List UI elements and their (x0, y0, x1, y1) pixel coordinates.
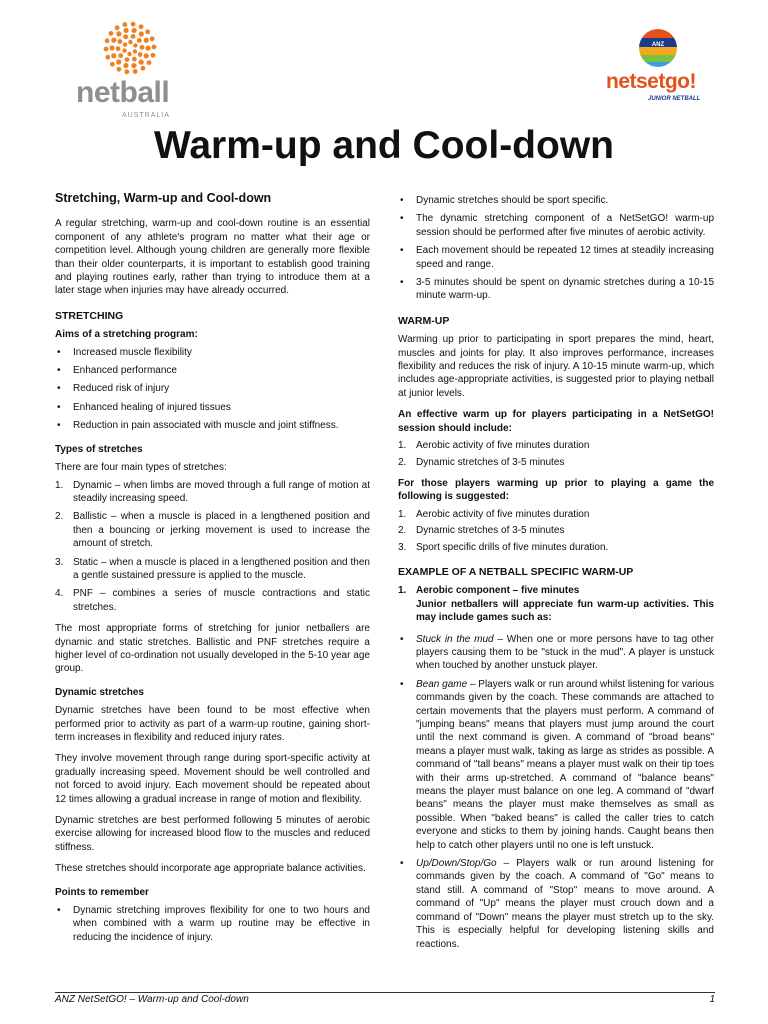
warmup-paragraph: Warming up prior to participating in sport prepares the mind, heart, muscles and joints for play. It also improves performance, increases flexibility and reduces the risk of injury. A 10-15 minute warm-up, which includes age-appropriate activities, is suggested prior to playing netball at junior levels. (398, 334, 714, 399)
sunburst-dot (105, 55, 110, 60)
list-item (398, 857, 714, 951)
list-item: • Dynamic stretches should be sport specific. (398, 194, 714, 207)
sunburst-dot (150, 36, 155, 41)
sunburst-dot (133, 43, 137, 47)
list-item (55, 556, 370, 583)
list-item: • Reduction in pain associated with muscle and joint stiffness. (55, 419, 370, 432)
list-number: 1. (55, 479, 64, 491)
intro-paragraph: A regular stretching, warm-up and cool-down routine is an essential component of any athlete's program no matter what their age or competition level. Although young children are generally more flexible than their older counterparts, it is important to establish good training and playing routines early, rather than trying to introduce them at a later stage when injuries may have already occurred. (55, 218, 370, 297)
list-item (55, 510, 370, 550)
list-item (398, 678, 714, 852)
dynamic-paragraph: These stretches should incorporate age appropriate balance activities. (55, 863, 366, 875)
right-column (398, 194, 714, 959)
sunburst-dot (123, 34, 128, 39)
page-number: 1 (709, 994, 715, 1005)
sunburst-dot (117, 67, 122, 72)
footer-title: ANZ NetSetGO! – Warm-up and Cool-down (55, 994, 249, 1005)
sunburst-dot (152, 45, 157, 50)
list-text: PNF – combines a series of muscle contractions and static stretches. (73, 588, 370, 613)
sunburst-dot (139, 31, 144, 36)
netsetgo-ball-icon (636, 28, 680, 68)
sunburst-dot (145, 45, 150, 50)
page-title: Warm-up and Cool-down (154, 124, 614, 167)
dynamic-paragraph: Dynamic stretches are best performed following 5 minutes of aerobic exercise allowing for increased blood flow to the muscles and reduced stiffness. (55, 815, 370, 853)
list-number: 1. (398, 508, 407, 520)
sunburst-dot (132, 57, 137, 62)
sunburst-dot (123, 28, 128, 33)
netball-logo-word: netball (76, 76, 170, 109)
list-item: • Each movement should be repeated 12 times at steadily increasing speed and range. (398, 244, 714, 271)
list-text: Dynamic stretches of 3-5 minutes (416, 525, 565, 537)
example-heading: EXAMPLE OF A NETBALL SPECIFIC WARM-UP (398, 565, 634, 578)
game-description: – Players walk or run around whilst listening for various commands given by the coach. These commands are attached to certain movements that the players must perform. A command of "jumping beans" means that players must jump around the court until the next command is given. A command of "broad beans" means a player must walk, taking as large as strides as possible. A command of "tall beans" means a player must walk on their tip toes with their arms up-stretched. A command of "balance beans" means the player must balance on one leg. A command of "dwarf beans" means the player must make themselves as small as possible. When "baked beans" is called the caller tries to catch everyone and sticks to them by joining hands. Caught beans then help to catch other players until no one is left unstuck. (416, 678, 714, 851)
sunburst-dot (138, 52, 143, 57)
sunburst-dot (147, 60, 152, 65)
list-number: 2. (55, 511, 64, 523)
sunburst-dot (131, 63, 136, 68)
list-item (398, 584, 714, 624)
sunburst-dot (140, 66, 145, 71)
points-list (55, 904, 370, 944)
sunburst-dot (140, 45, 145, 50)
list-text: Sport specific drills of five minutes duration. (416, 541, 609, 553)
list-text: Ballistic – when a muscle is placed in a lengthened position and then a bouncing or jerking movement is used to increase the amount of stretch. (73, 511, 370, 550)
list-item: • Reduced risk of injury (55, 382, 370, 395)
sunburst-dot (123, 42, 127, 46)
aerobic-title: Aerobic component – five minutes (416, 585, 580, 597)
sunburst-dot (122, 22, 127, 27)
sunburst-dot (144, 53, 149, 58)
sunburst-dot (144, 38, 149, 43)
stretching-heading: STRETCHING (55, 309, 124, 322)
sunburst-dot (133, 49, 137, 53)
effective-warmup-list (398, 439, 714, 469)
points-list-continued (398, 194, 714, 303)
game-description: – Players walk or run around listening for commands given by the coach. A command of "Go" means to stand still. A command of "Stop" means to move around. A command of "Up" means the player must crouch down and a command of "Down" means the player must stretch up to the sky. This is especially helpful for developing listening skills and reactions. (416, 858, 714, 950)
sunburst-dot (124, 69, 129, 74)
list-item (55, 587, 370, 614)
dynamic-paragraph: Dynamic stretches have been found to be most effective when performed prior to activity as part of a warm-up routine, gaining short-term increases in flexibility and reduced injury rates. (55, 705, 370, 743)
sunburst-dot (110, 62, 115, 67)
list-item: • Enhanced performance (55, 364, 370, 377)
sunburst-dot (127, 52, 131, 56)
dynamic-paragraph: They involve movement through range during sport-specific activity at gradually increasing speed. Movement should be well controlled and not forced to avoid injury. Each movement should be repeated about 12 times allowing a gradual increase in range of motion and flexibility. (55, 753, 370, 805)
game-warmup-list (398, 508, 714, 554)
list-item: • The dynamic stretching component of a NetSetGO! warm-up session should be performed after five minutes of aerobic activity. (398, 212, 714, 239)
sunburst-dot (115, 25, 120, 30)
sunburst-dot (131, 34, 136, 39)
list-number: 3. (398, 541, 407, 553)
game-name: Bean game (416, 678, 468, 690)
sunburst-dot (105, 38, 110, 43)
sunburst-dot (150, 53, 155, 58)
sunburst-dot (131, 28, 136, 33)
games-list (398, 633, 714, 951)
list-text: Dynamic stretches of 3-5 minutes (416, 456, 565, 468)
sunburst-dot (104, 47, 109, 52)
sunburst-dot (122, 48, 126, 52)
list-item (398, 541, 714, 554)
sunburst-dot (109, 31, 114, 36)
list-item (398, 524, 714, 537)
list-item: • Dynamic stretching improves flexibility for one to two hours and when combined with a warm up routine may be effective in reducing the incidence of injury. (55, 904, 370, 944)
list-number: 3. (55, 556, 64, 568)
list-item (398, 508, 714, 521)
sunburst-dot (116, 31, 121, 36)
sunburst-dot (128, 40, 132, 44)
netball-logo-subtitle: AUSTRALIA (122, 112, 170, 119)
list-item (398, 633, 714, 673)
types-intro: There are four main types of stretches: (55, 462, 227, 474)
sunburst-dot (116, 59, 121, 64)
sunburst-dot (123, 63, 128, 68)
sunburst-dot (125, 57, 130, 62)
sunburst-dot (118, 39, 123, 44)
sunburst-dots-icon (90, 18, 170, 78)
sunburst-dot (109, 45, 114, 50)
sunburst-dot (139, 60, 144, 65)
list-item (398, 456, 714, 469)
list-item: • Increased muscle flexibility (55, 346, 370, 359)
netsetgo-logo (606, 28, 716, 108)
section-heading-stretching-warmup: Stretching, Warm-up and Cool-down (55, 191, 272, 205)
example-list (398, 584, 714, 624)
sunburst-dot (111, 38, 116, 43)
sunburst-dot (139, 24, 144, 29)
game-name: Stuck in the mud (416, 633, 494, 645)
game-name: Up/Down/Stop/Go (416, 858, 497, 870)
netsetgo-logo-word: netsetgo! (606, 70, 696, 93)
warmup-heading: WARM-UP (398, 314, 450, 327)
list-text: Static – when a muscle is placed in a lengthened position and then a gentle sustained pressure is applied to the muscle. (73, 556, 370, 581)
list-item: • 3-5 minutes should be spent on dynamic stretches during a 10-15 minute warm-up. (398, 276, 714, 303)
sunburst-dot (145, 29, 150, 34)
footer-divider (55, 992, 715, 993)
types-summary: The most appropriate forms of stretching for junior netballers are dynamic and static stretches. Ballistic and PNF stretches require a higher level of co-ordination not usually developed in the 5-10 year age group. (55, 623, 370, 675)
list-text: Aerobic activity of five minutes duration (416, 440, 590, 452)
aims-heading: Aims of a stretching program: (55, 329, 198, 341)
list-text: Dynamic – when limbs are moved through a full range of motion at steadily increasing speed. (73, 479, 370, 504)
list-item (398, 439, 714, 452)
list-item (55, 479, 370, 506)
sunburst-dot (116, 46, 121, 51)
list-number: 4. (55, 588, 64, 600)
game-description: – When one or more persons have to tag other players causing them to be "stuck in the mud". A player is unstuck when touched by another unstuck player. (416, 633, 715, 672)
sunburst-dot (137, 38, 142, 43)
types-list (55, 479, 370, 615)
netball-australia-logo (76, 18, 186, 119)
left-column (55, 192, 370, 952)
sunburst-dot (111, 53, 116, 58)
list-item: • Enhanced healing of injured tissues (55, 401, 370, 414)
list-text: Aerobic activity of five minutes duration (416, 508, 590, 520)
aerobic-subtitle: Junior netballers will appreciate fun warm-up activities. This may include games such as: (416, 598, 714, 624)
list-number: 1. (398, 585, 407, 597)
list-number: 2. (398, 456, 407, 468)
list-number: 2. (398, 525, 407, 537)
points-heading: Points to remember (55, 886, 149, 898)
anz-badge-text: ANZ (651, 42, 665, 48)
list-number: 1. (398, 440, 407, 452)
dynamic-heading: Dynamic stretches (55, 686, 144, 698)
netsetgo-logo-subtitle: JUNIOR NETBALL (648, 96, 701, 102)
game-warmup-lead: For those players warming up prior to playing a game the following is suggested: (398, 477, 714, 503)
types-heading: Types of stretches (55, 443, 143, 455)
sunburst-dot (118, 53, 123, 58)
sunburst-dot (133, 69, 138, 74)
sunburst-dot (131, 22, 136, 27)
effective-warmup-lead: An effective warm up for players participating in a NetSetGO! session should include: (398, 409, 714, 434)
aims-list (55, 346, 370, 433)
